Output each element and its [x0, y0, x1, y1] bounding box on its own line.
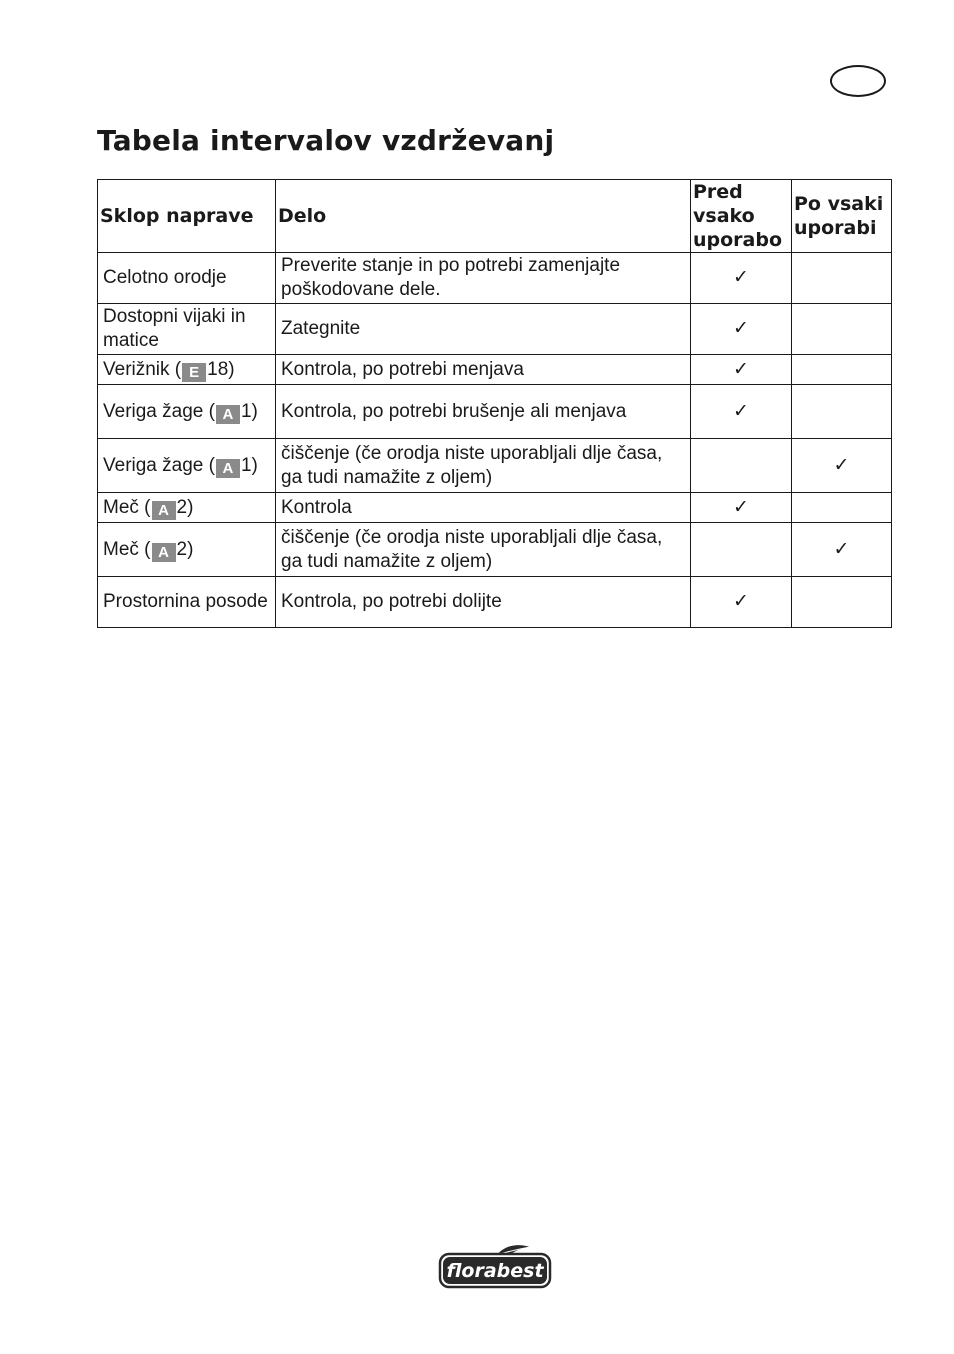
- table-header-row: [98, 180, 892, 253]
- figure-ref-badge: A: [152, 543, 176, 562]
- table-row: [98, 385, 892, 439]
- figure-ref-badge: E: [182, 363, 206, 382]
- figure-ref-badge: A: [216, 405, 240, 424]
- florabest-logo: [438, 1243, 552, 1290]
- component-cell: Celotno orodje: [98, 253, 276, 304]
- table-row: [98, 355, 892, 385]
- component-text: Veriga žage (: [103, 454, 215, 476]
- task-cell: Kontrola: [276, 493, 691, 523]
- check-before-cell: ✓: [691, 304, 792, 355]
- task-cell: Preverite stanje in po potrebi zamenjajte poškodovane dele.: [276, 253, 691, 304]
- header-task: Delo: [276, 180, 691, 253]
- component-cell: [98, 439, 276, 493]
- task-cell: Zategnite: [276, 304, 691, 355]
- check-before-cell: [691, 523, 792, 577]
- task-cell: čiščenje (če orodja niste uporabljali dlje časa, ga tudi namažite z oljem): [276, 523, 691, 577]
- component-cell: [98, 385, 276, 439]
- figure-ref-badge: A: [216, 459, 240, 478]
- figure-ref-badge: A: [152, 501, 176, 520]
- component-ref-number: 2): [176, 538, 194, 560]
- task-cell: Kontrola, po potrebi brušenje ali menjava: [276, 385, 691, 439]
- component-text: Meč (: [103, 538, 151, 560]
- header-component: Sklop naprave: [98, 180, 276, 253]
- component-text: Verižnik (: [103, 358, 182, 380]
- check-before-cell: ✓: [691, 493, 792, 523]
- check-before-cell: ✓: [691, 355, 792, 385]
- component-ref-number: 1): [240, 454, 258, 476]
- table-row: [98, 577, 892, 628]
- check-after-cell: [792, 385, 892, 439]
- check-before-cell: [691, 439, 792, 493]
- component-ref-number: 2): [176, 496, 194, 518]
- component-cell: [98, 355, 276, 385]
- task-cell: Kontrola, po potrebi menjava: [276, 355, 691, 385]
- check-after-cell: ✓: [792, 523, 892, 577]
- check-before-cell: ✓: [691, 385, 792, 439]
- component-cell: Prostornina posode: [98, 577, 276, 628]
- component-cell: [98, 523, 276, 577]
- maintenance-table: [97, 179, 892, 628]
- header-after-each-use: Po vsaki uporabi: [792, 180, 892, 253]
- page-title: Tabela intervalov vzdrževanj: [97, 124, 555, 157]
- table-row: [98, 493, 892, 523]
- check-before-cell: ✓: [691, 577, 792, 628]
- check-after-cell: ✓: [792, 439, 892, 493]
- check-before-cell: ✓: [691, 253, 792, 304]
- component-cell: Dostopni vijaki in matice: [98, 304, 276, 355]
- brand-wordmark: florabest: [446, 1260, 544, 1282]
- check-after-cell: [792, 253, 892, 304]
- task-cell: Kontrola, po potrebi dolijte: [276, 577, 691, 628]
- table-row: [98, 439, 892, 493]
- header-before-each-use: Pred vsako uporabo: [691, 180, 792, 253]
- check-after-cell: [792, 577, 892, 628]
- table-row: [98, 523, 892, 577]
- component-text: Veriga žage (: [103, 400, 215, 422]
- table-row: [98, 304, 892, 355]
- component-cell: [98, 493, 276, 523]
- task-cell: čiščenje (če orodja niste uporabljali dlje časa, ga tudi namažite z oljem): [276, 439, 691, 493]
- component-text: Meč (: [103, 496, 151, 518]
- component-ref-number: 1): [240, 400, 258, 422]
- check-after-cell: [792, 304, 892, 355]
- check-after-cell: [792, 493, 892, 523]
- check-after-cell: [792, 355, 892, 385]
- table-row: [98, 253, 892, 304]
- component-ref-number: 18): [207, 358, 235, 380]
- language-badge: [830, 65, 886, 97]
